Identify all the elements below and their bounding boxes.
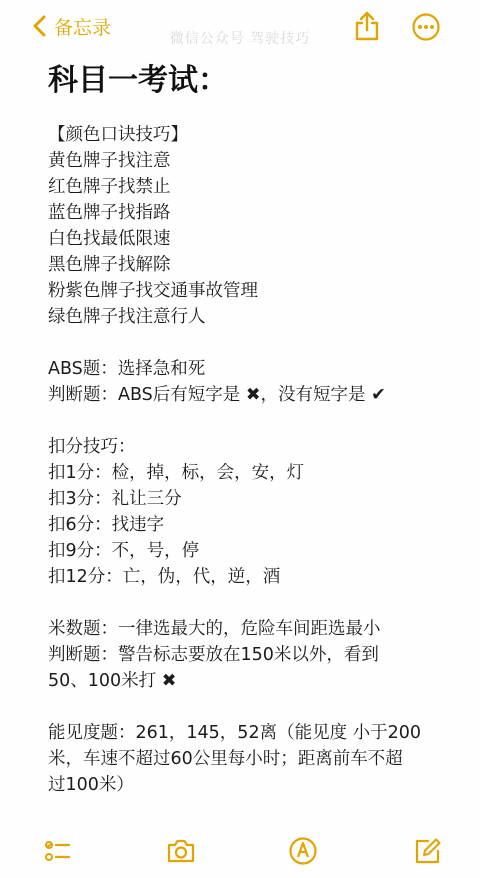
note-line: 判断题：ABS后有短字是 ✖，没有短字是 ✔: [48, 385, 386, 405]
navigation-bar: [0, 0, 480, 52]
note-line: 过100米）: [48, 775, 134, 795]
chevron-left-icon: [30, 15, 50, 37]
faint-watermark-text: 微信公众号 驾驶技巧: [169, 31, 311, 47]
note-line: 判断题：警告标志要放在150米以外，看到: [48, 645, 379, 665]
more-icon[interactable]: [411, 12, 441, 42]
note-line: 扣9分：不，号，停: [48, 541, 200, 561]
note-line: 红色牌子找禁止: [48, 177, 171, 197]
note-body[interactable]: [48, 122, 448, 798]
note-line: 50、100米打 ✖: [48, 671, 177, 691]
note-line: 米数题：一律选最大的，危险车间距选最小: [48, 619, 381, 639]
note-line: 扣3分：礼让三分: [48, 489, 182, 509]
note-line: 米，车速不超过60公里每小时；距离前车不超: [48, 749, 403, 769]
blank-line: [48, 330, 448, 356]
note-line: 蓝色牌子找指路: [48, 203, 171, 223]
camera-icon[interactable]: [165, 836, 197, 866]
note-line: 绿色牌子找注意行人: [48, 307, 206, 327]
note-line: 能见度题：261，145，52离（能见度 小于200: [48, 723, 422, 743]
note-line: 黑色牌子找解除: [48, 255, 171, 275]
checklist-icon[interactable]: [42, 836, 72, 866]
note-line: 扣6分：找违字: [48, 515, 165, 535]
markup-pen-icon[interactable]: [288, 836, 318, 866]
note-line: 白色找最低限速: [48, 229, 171, 249]
note-line: 【颜色口诀技巧】: [48, 125, 188, 145]
note-line: 扣分技巧：: [48, 437, 136, 457]
compose-icon[interactable]: [412, 836, 442, 866]
blank-line: [48, 694, 448, 720]
note-line: ABS题：选择急和死: [48, 359, 206, 379]
back-button[interactable]: [30, 12, 111, 40]
share-icon[interactable]: [352, 10, 382, 42]
blank-line: [48, 590, 448, 616]
back-label: 备忘录: [54, 16, 112, 39]
bottom-toolbar: [0, 830, 480, 878]
note-line: 黄色牌子找注意: [48, 151, 171, 171]
note-title: 科目一考试：: [48, 63, 228, 98]
note-line: 扣12分：亡，伪，代，逆，酒: [48, 567, 281, 587]
note-line: 扣1分：检，掉，标，会，安，灯: [48, 463, 305, 483]
blank-line: [48, 408, 448, 434]
note-line: 粉紫色牌子找交通事故管理: [48, 281, 258, 301]
